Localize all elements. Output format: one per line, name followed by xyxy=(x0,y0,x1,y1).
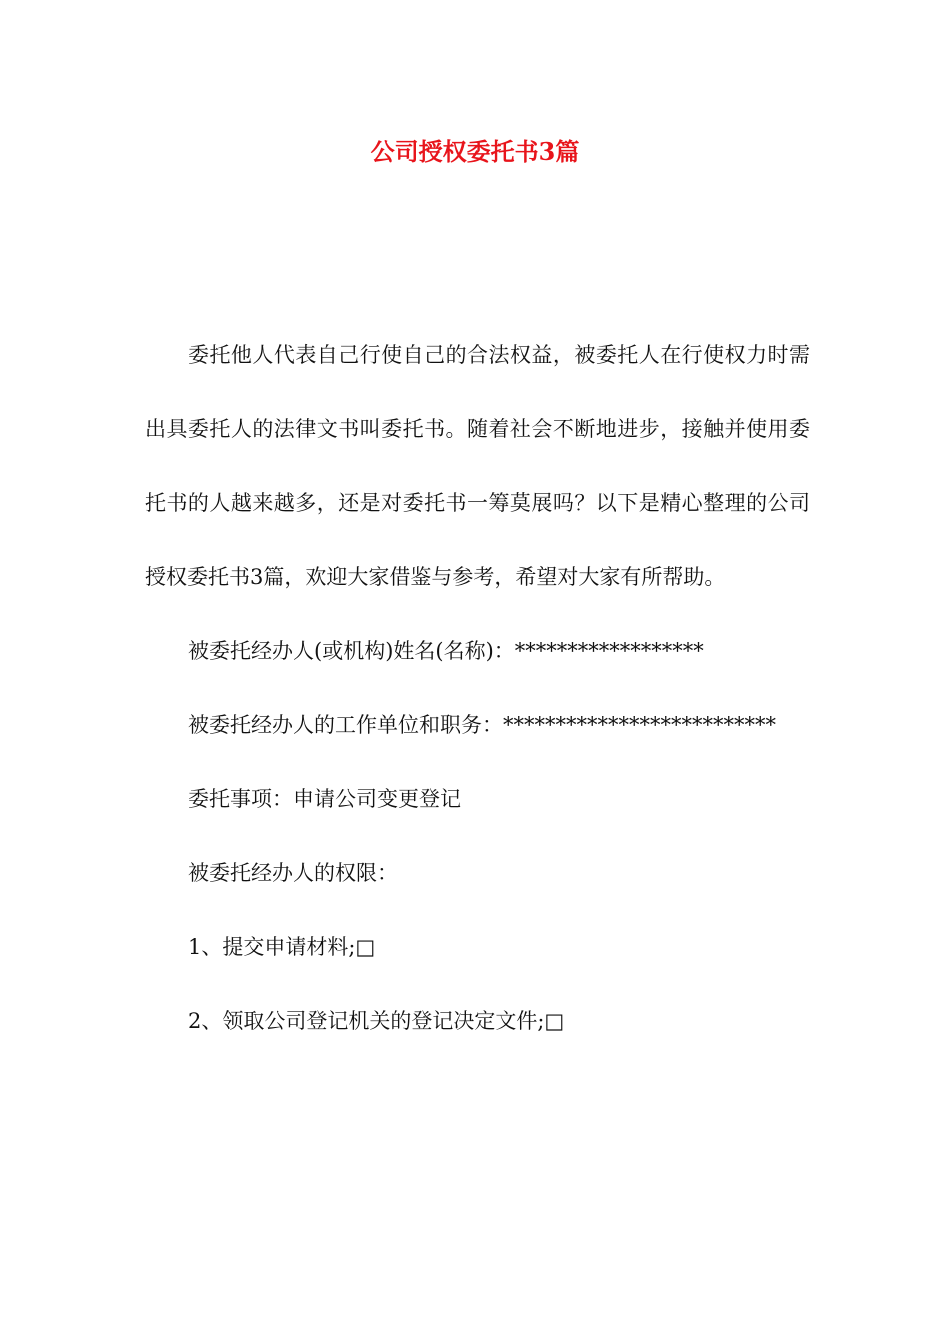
agent-employer-line: 被委托经办人的工作单位和职务：************************** xyxy=(188,713,776,737)
agent-name-line: 被委托经办人(或机构)姓名(名称)：****************** xyxy=(188,639,704,663)
document-body xyxy=(145,318,810,1058)
intro-paragraph: 委托他人代表自己行使自己的合法权益，被委托人在行使权力时需出具委托人的法律文书叫委托书。随着社会不断地进步，接触并使用委托书的人越来越多，还是对委托书一筹莫展吗？以下是精心整理的公司授权委托书3篇，欢迎大家借鉴与参考，希望对大家有所帮助。 xyxy=(145,343,810,589)
document-title: 公司授权委托书3篇 xyxy=(370,137,580,166)
permission-item-1: 1、提交申请材料;□ xyxy=(188,935,376,959)
permission-item-2: 2、领取公司登记机关的登记决定文件;□ xyxy=(188,1009,565,1033)
agent-permissions-heading: 被委托经办人的权限： xyxy=(188,861,398,885)
entrusted-matter-line: 委托事项：申请公司变更登记 xyxy=(188,787,461,811)
